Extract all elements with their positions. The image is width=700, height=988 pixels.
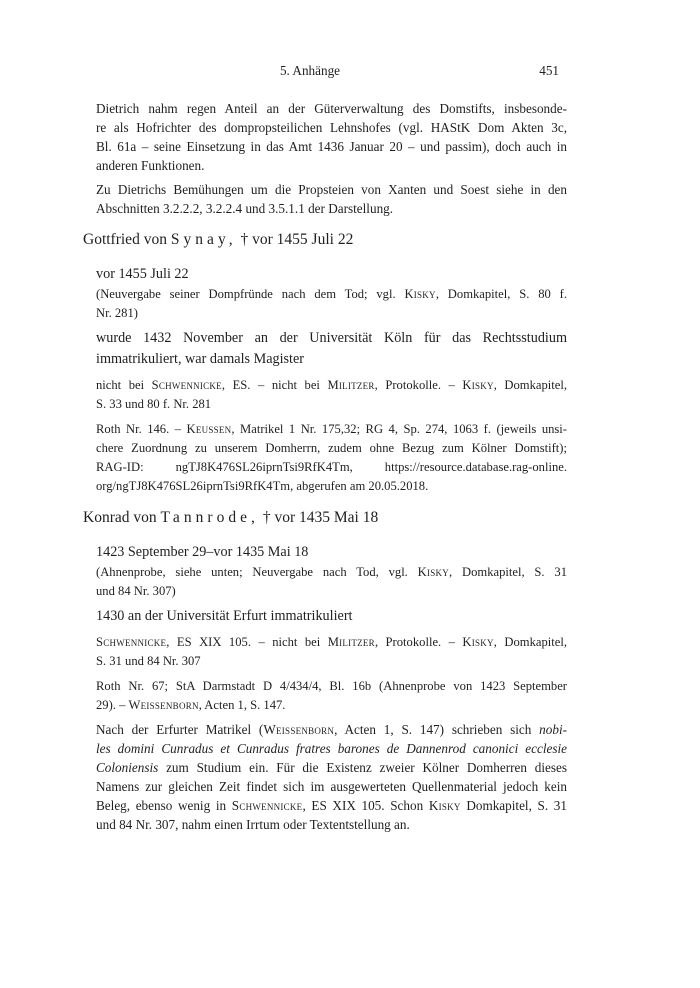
text-line: re als Hofrichter des dompropsteilichen Lehnshofes (vgl. HAStK Dom Akten 3c, — [96, 120, 567, 135]
text-line: nicht bei Schwennicke, ES. – nicht bei Militzer, Protokolle. – Kisky, Domkapitel, — [96, 378, 567, 392]
text-line: les domini Cunradus et Cunradus fratres barones de Dannenrod canonici ecclesie — [96, 741, 567, 756]
literature-note-gottfried — [83, 376, 567, 414]
sources-note-gottfried — [83, 420, 567, 496]
text-line: Nr. 281) — [96, 306, 138, 320]
text-line: org/ngTJ8K476SL26iprnTsi9RfK4Tm, abgerufen am 20.05.2018. — [96, 479, 429, 493]
text-line: S. 33 und 80 f. Nr. 281 — [96, 397, 212, 411]
text-line: vor 1455 Juli 22 — [96, 266, 189, 282]
text-line: 1430 an der Universität Erfurt immatrikuliert — [96, 608, 353, 624]
text-line: Konrad von Tannrode, † vor 1435 Mai 18 — [83, 509, 379, 526]
text-line: S. 31 und 84 Nr. 307 — [96, 654, 201, 668]
running-header — [83, 63, 567, 78]
intro-paragraph-dietrich — [83, 99, 567, 175]
study-subheading-konrad — [83, 606, 567, 627]
entry-heading-konrad-von-tannrode — [83, 507, 567, 529]
text-line: Roth Nr. 67; StA Darmstadt D 4/434/4, Bl. 16b (Ahnenprobe von 1423 September — [96, 679, 567, 693]
benefice-note-gottfried — [83, 285, 567, 323]
sources-note-konrad — [83, 677, 567, 715]
text-line: chere Zuordnung zu unserem Domherrn, zudem ohne Bezug zum Kölner Domstift); — [96, 441, 567, 455]
text-line: (Ahnenprobe, siehe unten; Neuvergabe nach Tod, vgl. Kisky, Domkapitel, S. 31 — [96, 565, 568, 579]
text-line: wurde 1432 November an der Universität Köln für das Rechtsstudium — [96, 330, 567, 346]
text-line: Dietrich nahm regen Anteil an der Güterverwaltung des Domstifts, insbesonde- — [96, 101, 567, 116]
text-line: 1423 September 29–vor 1435 Mai 18 — [96, 544, 309, 560]
text-line: RAG-ID: ngTJ8K476SL26iprnTsi9RfK4Tm, https://resource.database.rag-online. — [96, 460, 567, 474]
text-line: Coloniensis zum Studium ein. Für die Existenz zweier Kölner Domherren dieses — [96, 760, 567, 775]
benefice-note-konrad — [83, 563, 567, 601]
text-line: und 84 Nr. 307, nahm einen Irrtum oder Textentstellung an. — [96, 817, 410, 832]
text-line: Schwennicke, ES XIX 105. – nicht bei Militzer, Protokolle. – Kisky, Domkapitel, — [96, 635, 568, 649]
text-line: und 84 Nr. 307) — [96, 584, 176, 598]
cross-reference-paragraph — [83, 180, 567, 218]
text-line: Roth Nr. 146. – Keussen, Matrikel 1 Nr. 175,32; RG 4, Sp. 274, 1063 f. (jeweils unsi- — [96, 422, 567, 436]
text-line: Gottfried von Synay, † vor 1455 Juli 22 — [83, 231, 354, 248]
text-line: immatrikuliert, war damals Magister — [96, 351, 305, 367]
tenure-subheading-konrad — [83, 542, 567, 563]
text-line: anderen Funktionen. — [96, 158, 205, 173]
discussion-paragraph-konrad — [83, 720, 567, 834]
page-number: 451 — [539, 63, 559, 78]
text-line: Namens zur gleichen Zeit findet sich im ausgewerteten Quellenmaterial jedoch kein — [96, 779, 567, 794]
text-line: Abschnitten 3.2.2.2, 3.2.2.4 und 3.5.1.1 der Darstellung. — [96, 201, 394, 216]
study-subheading-gottfried — [83, 328, 567, 370]
text-line: Zu Dietrichs Bemühungen um die Propsteien von Xanten und Soest siehe in den — [96, 182, 567, 197]
tenure-subheading-gottfried — [83, 264, 567, 285]
text-line: (Neuvergabe seiner Dompfründe nach dem Tod; vgl. Kisky, Domkapitel, S. 80 f. — [96, 287, 567, 301]
text-block — [83, 0, 567, 834]
text-line: 29). – Weissenborn, Acten 1, S. 147. — [96, 698, 286, 712]
text-line: Bl. 61a – seine Einsetzung in das Amt 1436 Januar 20 – und passim), doch auch in — [96, 139, 567, 154]
entry-heading-gottfried-von-synay — [83, 229, 567, 251]
text-line: Nach der Erfurter Matrikel (Weissenborn, Acten 1, S. 147) schrieben sich nobi- — [96, 722, 567, 737]
text-line: Beleg, ebenso wenig in Schwennicke, ES XIX 105. Schon Kisky Domkapitel, S. 31 — [96, 798, 567, 813]
section-title: 5. Anhänge — [279, 63, 341, 78]
page-body — [83, 99, 567, 834]
literature-note-konrad — [83, 633, 567, 671]
